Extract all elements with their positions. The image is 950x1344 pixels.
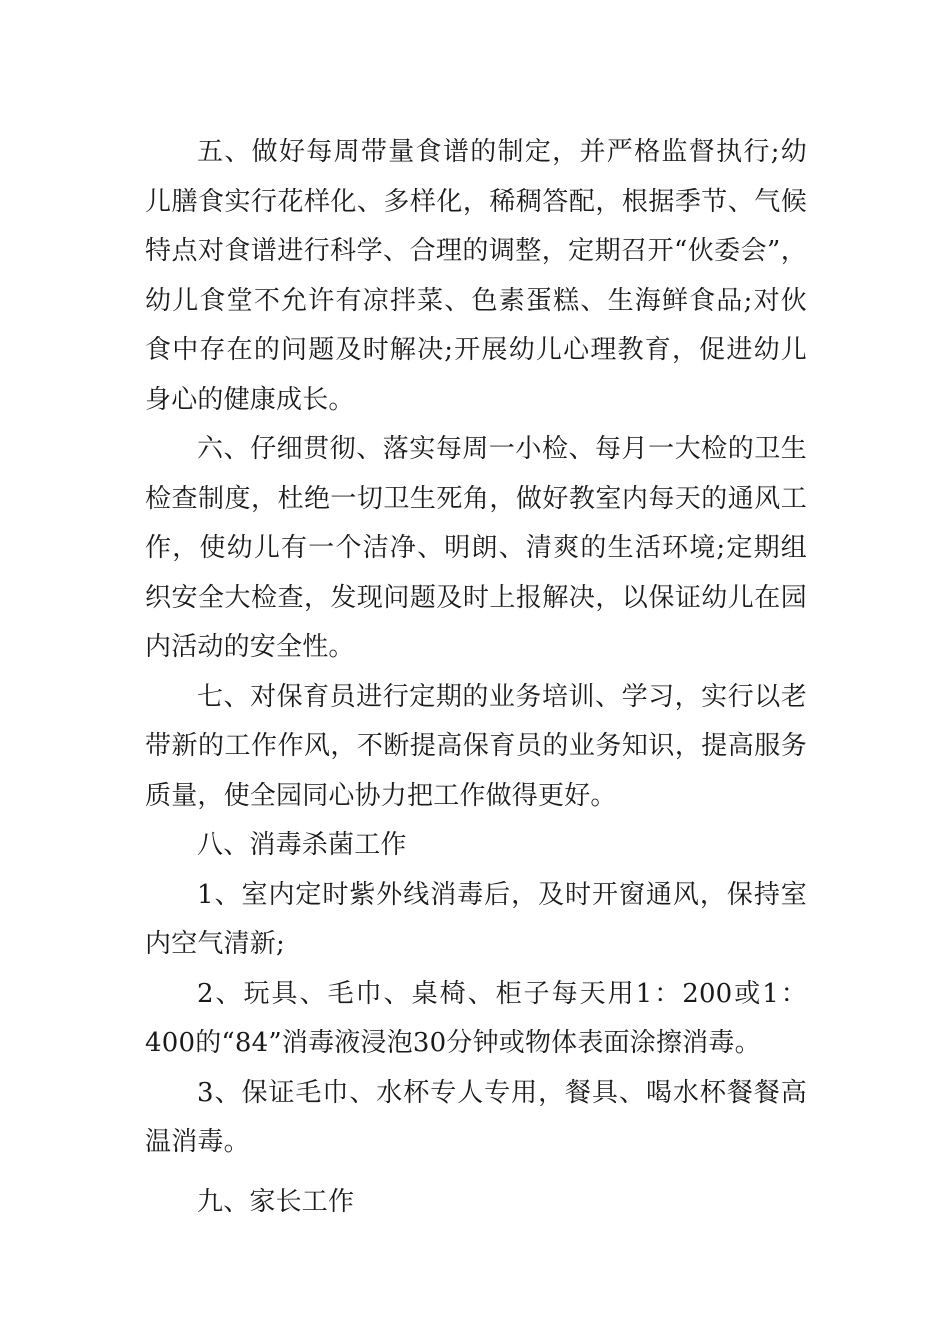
list-item-3: 3、保证毛巾、水杯专人专用，餐具、喝水杯餐餐高温消毒。	[145, 1077, 807, 1157]
paragraph-six: 六、仔细贯彻、落实每周一小检、每月一大检的卫生检查制度，杜绝一切卫生死角，做好教室内每天的通风工作，使幼儿有一个洁净、明朗、清爽的生活环境;定期组织安全大检查，发现问题及时上报解决，以保证幼儿在园内活动的安全性。	[145, 434, 807, 662]
section-heading-eight: 八、消毒杀菌工作	[197, 830, 407, 860]
document-page	[145, 128, 807, 1227]
paragraph-five: 五、做好每周带量食谱的制定，并严格监督执行;幼儿膳食实行花样化、多样化，稀稠答配，根据季节、气候特点对食谱进行科学、合理的调整，定期召开“伙委会”，幼儿食堂不允许有凉拌菜、色素蛋糕、生海鲜食品;对伙食中存在的问题及时解决;开展幼儿心理教育，促进幼儿身心的健康成长。	[145, 137, 807, 415]
list-item-2: 2、玩具、毛巾、桌椅、柜子每天用1：200或1：400的“84”消毒液浸泡30分钟或物体表面涂擦消毒。	[145, 978, 807, 1058]
list-item-1: 1、室内定时紫外线消毒后，及时开窗通风，保持室内空气清新;	[145, 879, 807, 959]
paragraph-seven: 七、对保育员进行定期的业务培训、学习，实行以老带新的工作作风，不断提高保育员的业务知识，提高服务质量，使全园同心协力把工作做得更好。	[145, 681, 807, 811]
section-heading-nine: 九、家长工作	[197, 1186, 355, 1217]
